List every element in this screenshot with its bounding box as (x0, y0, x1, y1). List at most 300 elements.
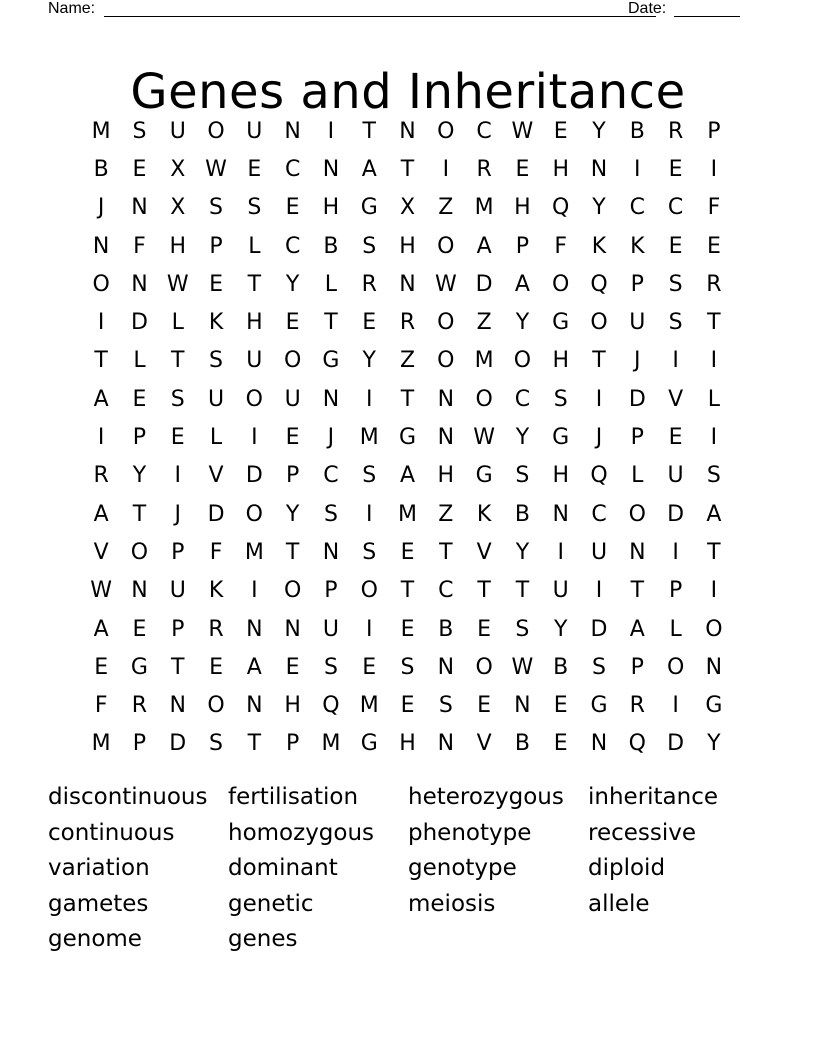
grid-letter: P (668, 578, 683, 604)
grid-letter: I (251, 578, 258, 604)
grid-letter: X (399, 195, 416, 221)
grid-letter: N (322, 386, 340, 412)
grid-letter: E (477, 693, 492, 719)
grid-letter: R (629, 693, 645, 719)
grid-letter: D (130, 310, 148, 336)
grid-letter: M (91, 731, 111, 757)
page-title: Genes and Inheritance (130, 64, 686, 121)
grid-letter: L (631, 463, 644, 489)
grid-letter: O (437, 348, 455, 374)
grid-letter: E (170, 425, 185, 451)
grid-letter: E (247, 156, 262, 182)
date-label: Date: (628, 0, 667, 17)
grid-letter: O (475, 654, 493, 680)
grid-letter: E (94, 654, 109, 680)
grid-letter: O (666, 654, 685, 680)
grid-letter: G (360, 731, 378, 757)
grid-letter: I (710, 348, 718, 374)
grid-letter: O (245, 386, 263, 412)
grid-letter: L (248, 233, 261, 259)
grid-letter: W (473, 425, 495, 451)
grid-letter: Q (590, 271, 608, 297)
grid-letter: T (362, 118, 376, 144)
word-bank-item: genotype (408, 855, 517, 881)
letter-grid (82, 112, 733, 763)
grid-letter: H (552, 463, 569, 489)
grid-letter: K (591, 233, 607, 259)
grid-letter: Y (707, 731, 721, 757)
grid-letter: Y (515, 539, 530, 565)
grid-letter: S (209, 195, 224, 221)
word-bank-item: diploid (588, 855, 666, 881)
grid-letter: V (208, 463, 224, 489)
grid-letter: L (133, 348, 146, 374)
grid-letter: D (667, 731, 685, 757)
grid-letter: N (322, 539, 340, 565)
grid-letter: T (515, 578, 530, 604)
grid-letter: I (710, 425, 718, 451)
grid-letter: I (672, 348, 679, 374)
grid-letter: C (284, 156, 301, 182)
grid-letter: Q (552, 195, 570, 221)
grid-letter: J (97, 195, 105, 221)
grid-letter: K (630, 233, 645, 259)
grid-letter: U (629, 310, 646, 336)
grid-letter: N (514, 693, 531, 719)
grid-letter: H (246, 310, 263, 336)
grid-letter: S (362, 233, 377, 259)
grid-letter: N (169, 693, 186, 719)
grid-letter: H (437, 463, 455, 489)
grid-letter: N (246, 616, 263, 642)
grid-letter: N (131, 271, 148, 297)
grid-letter: R (667, 118, 684, 144)
grid-letter: Y (285, 501, 300, 527)
grid-letter: O (437, 310, 455, 336)
grid-letter: O (283, 348, 302, 374)
grid-letter: L (707, 386, 721, 412)
grid-letter: N (399, 118, 416, 144)
grid-letter: G (705, 693, 723, 719)
grid-letter: T (171, 348, 185, 374)
grid-letter: S (209, 348, 224, 374)
grid-letter: N (552, 501, 569, 527)
grid-letter: O (513, 348, 532, 374)
grid-letter: H (284, 693, 301, 719)
grid-letter: E (706, 233, 721, 259)
grid-letter: A (93, 386, 109, 412)
grid-letter: P (209, 233, 223, 259)
grid-letter: E (553, 118, 568, 144)
grid-letter: I (442, 156, 450, 182)
grid-letter: V (476, 539, 492, 565)
grid-letter: J (327, 425, 335, 451)
grid-letter: C (438, 578, 454, 604)
word-bank-item: genetic (228, 890, 314, 917)
word-bank-item: recessive (588, 819, 697, 846)
grid-letter: T (132, 501, 147, 527)
grid-letter: I (97, 310, 105, 336)
grid-letter: N (437, 654, 455, 680)
grid-letter: H (552, 156, 569, 182)
grid-letter: E (285, 195, 300, 221)
grid-letter: O (207, 693, 225, 719)
word-bank-item: continuous (48, 819, 175, 846)
grid-letter: J (595, 425, 603, 451)
grid-letter: W (434, 271, 457, 297)
grid-letter: A (93, 616, 109, 642)
grid-letter: Z (438, 195, 454, 221)
grid-letter: L (171, 310, 184, 336)
grid-letter: E (132, 156, 147, 182)
grid-letter: S (553, 386, 568, 412)
grid-letter: M (91, 118, 111, 144)
header-row (48, 0, 748, 20)
grid-letter: B (438, 616, 454, 642)
grid-letter: P (171, 539, 185, 565)
grid-letter: P (707, 118, 721, 144)
grid-letter: I (365, 616, 373, 642)
grid-letter: Y (132, 463, 147, 489)
grid-letter: I (174, 463, 181, 489)
grid-letter: E (668, 425, 683, 451)
grid-letter: R (93, 463, 109, 489)
grid-letter: W (90, 578, 113, 604)
grid-letter: Y (285, 271, 300, 297)
grid-letter: N (92, 233, 110, 259)
grid-letter: F (209, 539, 223, 565)
grid-letter: S (362, 463, 377, 489)
grid-letter: C (591, 501, 607, 527)
grid-letter: O (628, 501, 646, 527)
grid-letter: S (668, 310, 683, 336)
grid-letter: N (437, 386, 455, 412)
grid-letter: T (400, 156, 415, 182)
grid-letter: E (285, 310, 300, 336)
grid-letter: G (398, 425, 417, 451)
grid-letter: E (400, 693, 415, 719)
grid-letter: N (437, 731, 455, 757)
grid-letter: E (400, 539, 415, 565)
grid-letter: I (327, 118, 335, 144)
grid-letter: E (132, 386, 147, 412)
grid-letter: G (552, 310, 570, 336)
word-bank-item: inheritance (588, 784, 719, 810)
grid-letter: C (323, 463, 339, 489)
grid-letter: T (171, 654, 185, 680)
grid-letter: A (706, 501, 722, 527)
grid-letter: N (705, 654, 723, 680)
word-bank-item: genes (228, 926, 298, 952)
grid-letter: S (170, 386, 185, 412)
grid-letter: A (93, 501, 109, 527)
grid-letter: H (169, 233, 187, 259)
word-bank-item: meiosis (408, 890, 496, 917)
date-blank-line (674, 16, 740, 17)
grid-letter: D (245, 463, 263, 489)
grid-letter: V (93, 539, 109, 565)
grid-letter: K (476, 501, 492, 527)
grid-letter: I (710, 578, 718, 604)
grid-letter: G (322, 348, 340, 374)
grid-letter: O (437, 233, 455, 259)
grid-letter: I (672, 539, 679, 565)
grid-letter: H (399, 233, 416, 259)
grid-letter: N (322, 156, 340, 182)
grid-letter: S (438, 693, 453, 719)
grid-letter: U (207, 386, 225, 412)
grid-letter: Y (515, 310, 530, 336)
grid-letter: N (629, 539, 646, 565)
grid-letter: D (475, 271, 493, 297)
grid-letter: T (707, 310, 721, 336)
grid-letter: E (515, 156, 530, 182)
grid-letter: T (400, 578, 415, 604)
grid-letter: E (132, 616, 147, 642)
grid-letter: O (130, 539, 149, 565)
grid-letter: R (476, 156, 492, 182)
word-bank-item: fertilisation (228, 784, 359, 810)
grid-letter: U (590, 539, 608, 565)
grid-letter: N (437, 425, 455, 451)
grid-letter: C (476, 118, 492, 144)
grid-letter: D (628, 386, 646, 412)
grid-letter: S (209, 731, 224, 757)
word-bank-item: homozygous (228, 819, 375, 846)
grid-letter: H (322, 195, 340, 221)
grid-letter: T (247, 731, 262, 757)
grid-letter: E (668, 233, 683, 259)
grid-letter: M (321, 731, 341, 757)
grid-letter: D (590, 616, 608, 642)
grid-letter: D (207, 501, 225, 527)
grid-letter: F (554, 233, 568, 259)
grid-letter: T (707, 539, 721, 565)
grid-letter: R (399, 310, 416, 336)
grid-letter: U (169, 578, 186, 604)
grid-letter: S (323, 501, 338, 527)
word-bank-item: variation (48, 855, 150, 881)
grid-letter: B (514, 731, 530, 757)
grid-letter: U (246, 348, 263, 374)
grid-letter: S (362, 539, 377, 565)
grid-letter: Y (362, 348, 376, 374)
grid-letter: O (245, 501, 263, 527)
grid-letter: B (553, 654, 569, 680)
grid-letter: O (437, 118, 455, 144)
grid-letter: F (94, 693, 108, 719)
word-bank-item: allele (588, 890, 650, 917)
grid-letter: W (511, 654, 534, 680)
grid-letter: I (634, 156, 641, 182)
grid-letter: U (169, 118, 186, 144)
grid-letter: N (590, 156, 608, 182)
grid-letter: E (362, 310, 377, 336)
grid-letter: P (515, 233, 530, 259)
grid-letter: H (514, 195, 531, 221)
grid-letter: R (131, 693, 148, 719)
grid-letter: E (285, 654, 300, 680)
grid-letter: E (362, 654, 377, 680)
grid-letter: T (285, 539, 300, 565)
grid-letter: A (246, 654, 262, 680)
grid-letter: Z (438, 501, 454, 527)
grid-letter: P (132, 731, 147, 757)
grid-letter: T (630, 578, 645, 604)
grid-letter: G (130, 654, 148, 680)
grid-letter: F (707, 195, 721, 221)
name-label: Name: (48, 0, 96, 17)
grid-letter: W (205, 156, 227, 182)
grid-letter: P (285, 463, 300, 489)
grid-letter: N (131, 578, 148, 604)
grid-letter: W (511, 118, 534, 144)
grid-letter: P (630, 271, 644, 297)
grid-letter: O (475, 386, 493, 412)
grid-letter: I (557, 539, 564, 565)
grid-letter: T (477, 578, 491, 604)
grid-letter: E (285, 425, 300, 451)
grid-letter: A (514, 271, 530, 297)
grid-letter: U (552, 578, 569, 604)
grid-letter: T (324, 310, 338, 336)
name-blank-line (104, 16, 656, 17)
grid-letter: D (169, 731, 187, 757)
grid-letter: Z (476, 310, 492, 336)
grid-letter: P (171, 616, 185, 642)
grid-letter: G (590, 693, 608, 719)
grid-letter: T (94, 348, 108, 374)
grid-letter: B (514, 501, 530, 527)
grid-letter: I (595, 386, 603, 412)
grid-letter: M (359, 693, 379, 719)
grid-letter: J (634, 348, 641, 374)
grid-letter: Q (322, 693, 340, 719)
grid-letter: L (324, 271, 338, 297)
grid-letter: Y (592, 118, 606, 144)
grid-letter: Z (399, 348, 416, 374)
grid-letter: E (668, 156, 683, 182)
grid-letter: V (476, 731, 492, 757)
grid-letter: P (285, 731, 300, 757)
grid-letter: P (324, 578, 338, 604)
grid-letter: A (399, 463, 416, 489)
grid-letter: P (132, 425, 147, 451)
grid-letter: A (629, 616, 645, 642)
grid-letter: S (515, 616, 530, 642)
grid-letter: X (170, 195, 186, 221)
grid-letter: E (209, 654, 223, 680)
grid-letter: Y (553, 616, 568, 642)
grid-letter: B (323, 233, 339, 259)
grid-letter: K (208, 310, 224, 336)
grid-letter: M (244, 539, 264, 565)
grid-letter: N (399, 271, 416, 297)
word-bank-item: genome (48, 926, 142, 952)
grid-letter: R (208, 616, 224, 642)
grid-letter: S (400, 654, 415, 680)
grid-letter: E (553, 693, 568, 719)
grid-letter: N (284, 118, 301, 144)
grid-letter: C (629, 195, 645, 221)
grid-letter: S (515, 463, 530, 489)
grid-letter: T (247, 271, 262, 297)
grid-letter: S (706, 463, 721, 489)
grid-letter: E (400, 616, 415, 642)
grid-letter: E (209, 271, 223, 297)
grid-letter: C (514, 386, 531, 412)
grid-letter: Y (515, 425, 530, 451)
grid-letter: I (97, 425, 105, 451)
grid-letter: T (592, 348, 606, 374)
grid-letter: S (668, 271, 683, 297)
grid-letter: O (705, 616, 723, 642)
word-bank-item: dominant (228, 855, 338, 881)
grid-letter: W (166, 271, 189, 297)
grid-letter: T (439, 539, 453, 565)
grid-letter: H (399, 731, 416, 757)
grid-letter: K (208, 578, 224, 604)
grid-letter: P (630, 425, 644, 451)
grid-letter: A (476, 233, 492, 259)
grid-letter: S (132, 118, 147, 144)
grid-letter: S (247, 195, 262, 221)
word-bank-item: discontinuous (48, 784, 208, 810)
grid-letter: M (474, 195, 494, 221)
grid-letter: N (246, 693, 263, 719)
grid-letter: Y (592, 195, 606, 221)
grid-letter: G (360, 195, 378, 221)
grid-letter: Q (628, 731, 646, 757)
grid-letter: V (668, 386, 684, 412)
grid-letter: F (133, 233, 146, 259)
grid-letter: J (174, 501, 181, 527)
grid-letter: U (322, 616, 339, 642)
grid-letter: X (170, 156, 186, 182)
grid-letter: U (284, 386, 301, 412)
grid-letter: E (477, 616, 492, 642)
grid-letter: A (361, 156, 377, 182)
grid-letter: N (284, 616, 301, 642)
word-bank-item: gametes (48, 890, 149, 917)
word-bank-item: phenotype (408, 819, 532, 846)
grid-letter: O (92, 271, 110, 297)
grid-letter: R (361, 271, 377, 297)
grid-letter: S (323, 654, 338, 680)
grid-letter: I (595, 578, 603, 604)
grid-letter: U (246, 118, 263, 144)
grid-letter: O (360, 578, 378, 604)
grid-letter: O (552, 271, 570, 297)
grid-letter: O (283, 578, 302, 604)
word-bank (48, 780, 768, 958)
grid-letter: O (590, 310, 608, 336)
grid-letter: L (669, 616, 682, 642)
grid-letter: C (284, 233, 301, 259)
grid-letter: R (706, 271, 722, 297)
grid-letter: D (667, 501, 685, 527)
grid-letter: E (553, 731, 568, 757)
grid-letter: B (93, 156, 109, 182)
grid-letter: G (475, 463, 493, 489)
grid-letter: T (400, 386, 415, 412)
grid-letter: H (552, 348, 569, 374)
grid-letter: U (667, 463, 684, 489)
grid-letter: L (209, 425, 223, 451)
grid-letter: P (630, 654, 644, 680)
grid-letter: M (474, 348, 494, 374)
grid-letter: B (629, 118, 645, 144)
